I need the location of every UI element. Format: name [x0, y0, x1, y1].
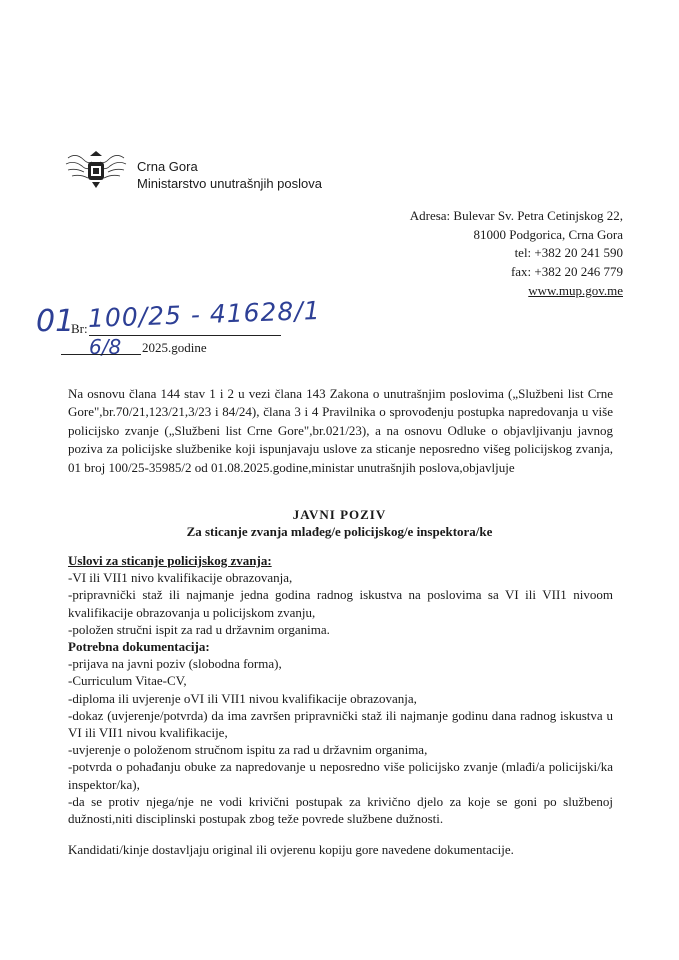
requirements-section	[68, 552, 613, 827]
document-title: JAVNI POZIV	[292, 507, 387, 522]
condition-item: -položen stručni ispit za rad u državnim organima.	[68, 621, 330, 637]
document-item: -potvrda o pohađanju obuke za napredovanje u neposredno više policijsko zvanje (mlađi/a policijski/ka inspektor/ka),	[68, 759, 613, 792]
document-item: -da se protiv njega/nje ne vodi krivični postupak za krivično djelo za koje se goni po službenoj dužnosti,niti disciplinski postupak zbog teže povrede službene dužnosti.	[68, 793, 613, 827]
document-item: -diploma ili uvjerenje oVI ili VII1 nivou kvalifikacije obrazovanja,	[68, 690, 417, 706]
document-item: -prijava na javni poziv (slobodna forma),	[68, 656, 282, 672]
country-name: Crna Gora	[137, 159, 198, 174]
ministry-name: Ministarstvo unutrašnjih poslova	[137, 176, 322, 191]
handwritten-reference-number: 100/25 - 41628/1	[87, 295, 322, 333]
address-street: Adresa: Bulevar Sv. Petra Cetinjskog 22,	[409, 208, 623, 223]
documents-heading: Potrebna dokumentacija:	[68, 639, 210, 655]
conditions-heading: Uslovi za sticanje policijskog zvanja:	[68, 553, 272, 568]
date-underline	[61, 354, 141, 355]
br-label: Br:	[71, 321, 88, 336]
coat-of-arms-icon	[62, 148, 130, 192]
address-city: 81000 Podgorica, Crna Gora	[473, 226, 623, 242]
closing-paragraph: Kandidati/kinje dostavljaju original ili ovjerenu kopiju gore navedene dokumentacije.	[68, 842, 514, 857]
document-item: -Curriculum Vitae-CV,	[68, 673, 187, 689]
handwritten-date: 6/8	[89, 335, 122, 359]
document-item: -uvjerenje o položenom stručnom ispitu za rad u državnim organima,	[68, 742, 428, 758]
website-link[interactable]: www.mup.gov.me	[528, 282, 623, 298]
document-subtitle: Za sticanje zvanja mlađeg/e policijskog/e inspektora/ke	[186, 524, 493, 539]
intro-paragraph: Na osnovu člana 144 stav 1 i 2 u vezi člana 143 Zakona o unutrašnjim poslovima („Službeni list Crne Gore",br.70/21,123/21,3/23 i 84/24), člana 3 i 4 Pravilnika o sprovođenju postupka napredovanja u više policijsko zvanje („Službeni list Crne Gore",br.021/23), a na osnovu Odluke o objavljivanju javnog poziva za policijske službenike koji ispunjavaju uslove za sticanje neposredno višeg policijskog zvanja, 01 broj 100/25-35985/2 od 01.08.2025.godine,ministar unutrašnjih poslova,objavljuje	[68, 386, 613, 475]
condition-item: -VI ili VII1 nivo kvalifikacije obrazovanja,	[68, 570, 293, 586]
address-fax: fax: +382 20 246 779	[510, 264, 623, 280]
handwritten-prefix: 01	[36, 304, 75, 339]
address-block	[410, 207, 623, 301]
document-item: -dokaz (uvjerenje/potvrda) da ima završen pripravnički staž ili najmanje godinu dana radnog iskustva u VI ili VII1 nivou kvalifikacije,	[68, 707, 613, 741]
condition-item: -pripravnički staž ili najmanje jedna godina radnog iskustva na poslovima sa VI ili VII1 nivoom kvalifikacije obrazovanja u policijskom zvanju,	[68, 587, 613, 620]
date-suffix: 2025.godine	[142, 340, 207, 355]
address-tel: tel: +382 20 241 590	[514, 245, 623, 261]
